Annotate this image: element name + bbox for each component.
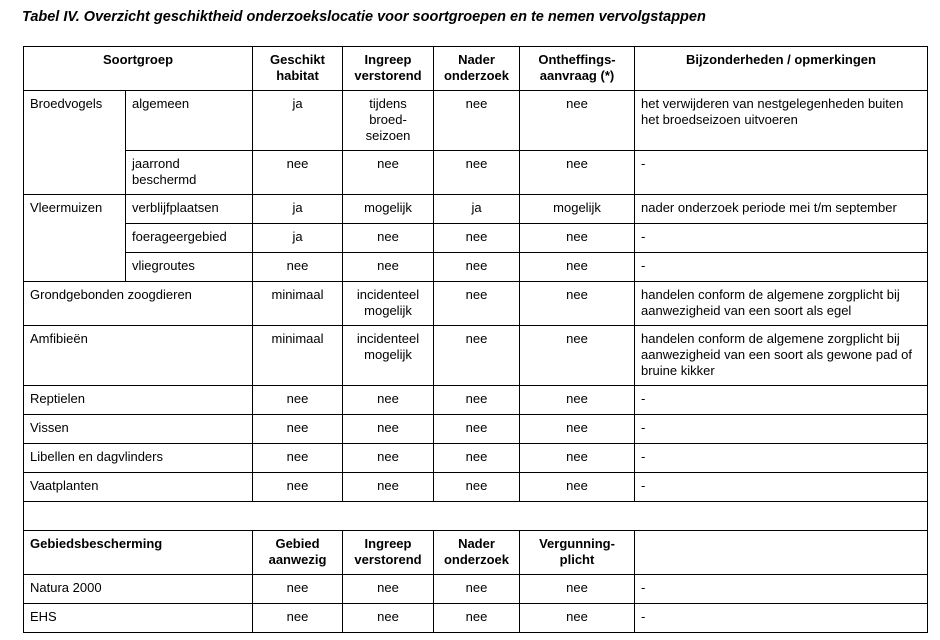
aanwezig-cell: nee [253,604,343,633]
habitat-cell: ja [253,195,343,224]
group-cell: Grondgebonden zoogdieren [24,282,253,326]
habitat-cell: nee [253,151,343,195]
table-row [24,444,928,473]
ingreep-cell: nee [343,151,434,195]
table-row [24,326,928,386]
habitat-cell: ja [253,224,343,253]
sub-cell: verblijfplaatsen [126,195,253,224]
habitat-cell: nee [253,415,343,444]
nader-cell: nee [434,326,520,386]
group-cell: Vleermuizen [24,195,126,282]
remark-cell: nader onderzoek periode mei t/m september [635,195,928,224]
group-cell: Vaatplanten [24,473,253,502]
ontheffing-cell: mogelijk [520,195,635,224]
nader-cell: nee [434,253,520,282]
remark-cell: - [635,151,928,195]
header-nader-onderzoek-2: Nader onderzoek [434,531,520,575]
remark-cell: het verwijderen van nestgelegenheden buiten het broedseizoen uitvoeren [635,91,928,151]
sub-cell: jaarrond beschermd [126,151,253,195]
table-row [24,151,928,195]
ontheffing-cell: nee [520,91,635,151]
table-row [24,473,928,502]
table-row [24,282,928,326]
ingreep-cell: tijdens broed-seizoen [343,91,434,151]
header-geschikt-habitat: Geschikt habitat [253,47,343,91]
ingreep-cell: nee [343,604,434,633]
ingreep-cell: nee [343,444,434,473]
remark-cell: - [635,473,928,502]
table-row [24,253,928,282]
remark-cell: - [635,224,928,253]
nader-cell: nee [434,151,520,195]
sub-cell: algemeen [126,91,253,151]
ontheffing-cell: nee [520,415,635,444]
ontheffing-cell: nee [520,386,635,415]
remark-cell: handelen conform de algemene zorgplicht bij aanwezigheid van een soort als egel [635,282,928,326]
table-row [24,575,928,604]
table-caption: Tabel IV. Overzicht geschiktheid onderzoekslocatie voor soortgroepen en te nemen vervolgstappen [22,9,706,25]
ingreep-cell: incidenteel mogelijk [343,326,434,386]
table-row [24,386,928,415]
table-row [24,195,928,224]
nader-cell: nee [434,604,520,633]
remark-cell: handelen conform de algemene zorgplicht bij aanwezigheid van een soort als gewone pad of bruine kikker [635,326,928,386]
species-table [23,46,928,633]
remark-cell: - [635,415,928,444]
habitat-cell: minimaal [253,326,343,386]
habitat-cell: nee [253,386,343,415]
table-row [24,604,928,633]
habitat-cell: nee [253,473,343,502]
habitat-cell: ja [253,91,343,151]
group-cell: Reptielen [24,386,253,415]
ingreep-cell: mogelijk [343,195,434,224]
table-header-row [24,47,928,91]
group-cell: Natura 2000 [24,575,253,604]
remark-cell: - [635,444,928,473]
ontheffing-cell: nee [520,253,635,282]
ontheffing-cell: nee [520,282,635,326]
table-row [24,415,928,444]
remark-cell: - [635,253,928,282]
remark-cell: - [635,604,928,633]
remark-cell: - [635,575,928,604]
header-ingreep-verstorend-2: Ingreep verstorend [343,531,434,575]
group-cell: EHS [24,604,253,633]
header-ontheffingsaanvraag: Ontheffings-aanvraag (*) [520,47,635,91]
group-cell: Amfibieën [24,326,253,386]
vergunning-cell: nee [520,575,635,604]
header-soortgroep: Soortgroep [24,47,253,91]
ingreep-cell: incidenteel mogelijk [343,282,434,326]
habitat-cell: nee [253,253,343,282]
ingreep-cell: nee [343,575,434,604]
header-vergunningplicht: Vergunning-plicht [520,531,635,575]
sub-cell: vliegroutes [126,253,253,282]
nader-cell: nee [434,224,520,253]
ontheffing-cell: nee [520,444,635,473]
habitat-cell: minimaal [253,282,343,326]
nader-cell: nee [434,473,520,502]
header-ingreep-verstorend: Ingreep verstorend [343,47,434,91]
ingreep-cell: nee [343,473,434,502]
nader-cell: nee [434,91,520,151]
ingreep-cell: nee [343,253,434,282]
group-cell: Broedvogels [24,91,126,195]
nader-cell: nee [434,386,520,415]
header-gebied-aanwezig: Gebied aanwezig [253,531,343,575]
nader-cell: ja [434,195,520,224]
spacer-row [24,502,928,531]
nader-cell: nee [434,575,520,604]
header-gebiedsbescherming: Gebiedsbescherming [24,531,253,575]
sub-cell: foerageergebied [126,224,253,253]
group-cell: Vissen [24,415,253,444]
vergunning-cell: nee [520,604,635,633]
aanwezig-cell: nee [253,575,343,604]
ontheffing-cell: nee [520,224,635,253]
ontheffing-cell: nee [520,326,635,386]
ingreep-cell: nee [343,224,434,253]
header-bijzonderheden: Bijzonderheden / opmerkingen [635,47,928,91]
habitat-cell: nee [253,444,343,473]
gebied-header-row [24,531,928,575]
table-row [24,224,928,253]
nader-cell: nee [434,444,520,473]
nader-cell: nee [434,415,520,444]
ontheffing-cell: nee [520,151,635,195]
spacer-cell [24,502,928,531]
remark-cell: - [635,386,928,415]
header-nader-onderzoek: Nader onderzoek [434,47,520,91]
group-cell: Libellen en dagvlinders [24,444,253,473]
nader-cell: nee [434,282,520,326]
header-empty [635,531,928,575]
ingreep-cell: nee [343,415,434,444]
table-row [24,91,928,151]
ontheffing-cell: nee [520,473,635,502]
ingreep-cell: nee [343,386,434,415]
